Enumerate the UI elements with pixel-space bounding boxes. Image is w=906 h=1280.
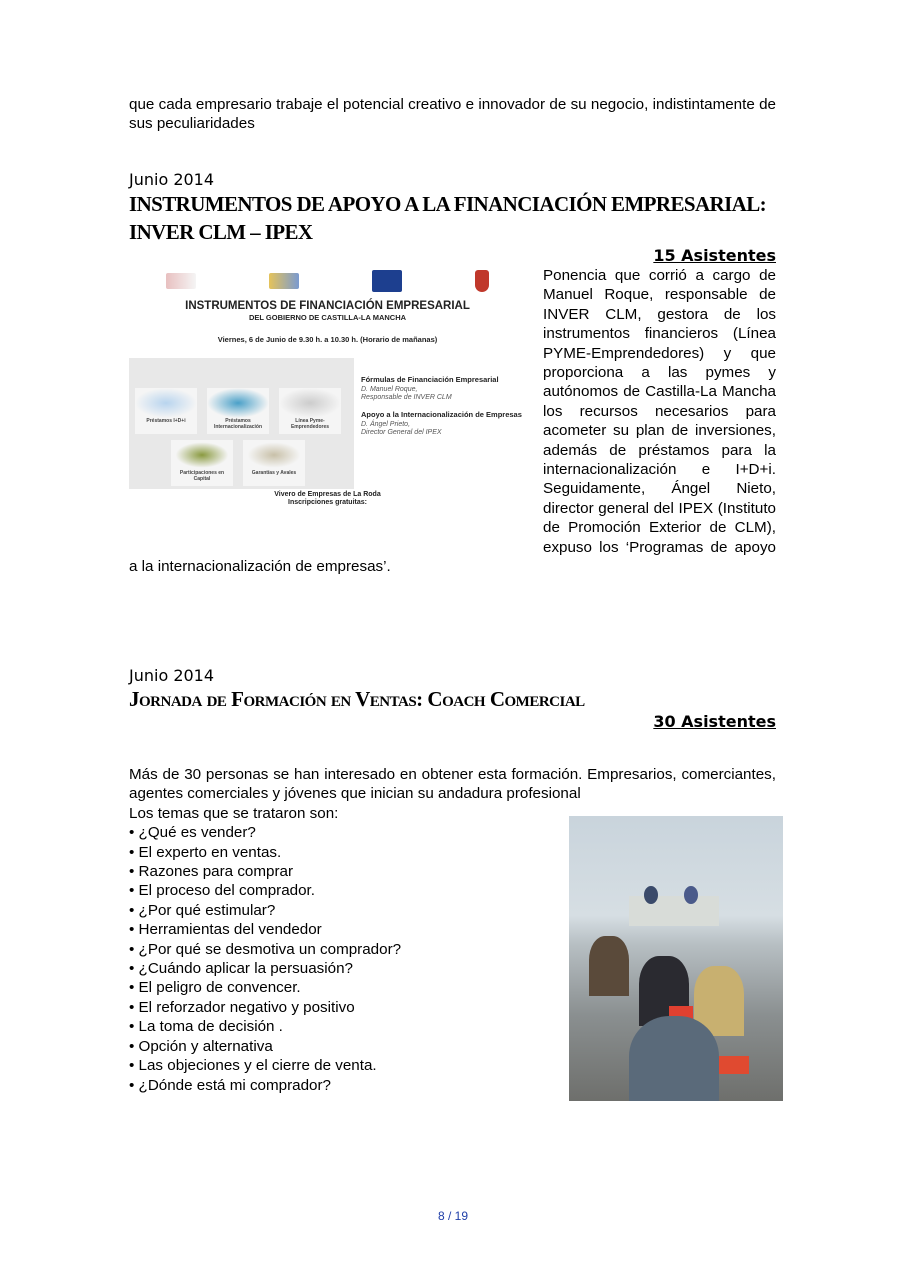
section-title-line2: INVER CLM – IPEX <box>129 220 313 244</box>
list-item: • El experto en ventas. <box>129 843 282 861</box>
list-item: • Las objeciones y el cierre de venta. <box>129 1057 377 1075</box>
list-item: • ¿Qué es vender? <box>129 824 256 842</box>
event-flyer-image <box>129 266 526 548</box>
flyer-tile: Línea Pyme-Emprendedores <box>279 388 341 434</box>
jccm-logo <box>372 270 402 292</box>
list-item: • Razones para comprar <box>129 863 294 881</box>
list-item: • ¿Por qué se desmotiva un comprador? <box>129 940 402 958</box>
section-body: Más de 30 personas se han interesado en obtener esta formación. Empresarios, comerciantes, agentes comerciales y jóvenes que inician su andadura profesional <box>129 766 776 803</box>
flyer-title: INSTRUMENTOS DE FINANCIACIÓN EMPRESARIAL <box>185 300 470 312</box>
topics-intro: Los temas que se trataron son: <box>129 804 339 822</box>
intro-paragraph: que cada empresario trabaje el potencial creativo e innovador de su negocio, indistintamente de sus peculiaridades <box>129 96 776 133</box>
coat-of-arms-icon <box>475 270 489 292</box>
list-item: • La toma de decisión . <box>129 1018 283 1036</box>
list-item: • El peligro de convencer. <box>129 979 301 997</box>
section-date: Junio 2014 <box>129 666 215 685</box>
page-number: 8 / 19 <box>437 1209 469 1223</box>
flyer-schedule: Viernes, 6 de Junio de 9.30 h. a 10.30 h. (Horario de mañanas) <box>217 335 438 344</box>
section-financiacion <box>129 170 776 577</box>
list-item: • ¿Dónde está mi comprador? <box>129 1076 331 1094</box>
flyer-tile: Garantías y Avales <box>243 440 305 486</box>
attendees-count: 30 Asistentes <box>653 712 776 731</box>
list-item: • El proceso del comprador. <box>129 882 315 900</box>
flyer-talks: Fórmulas de Financiación Empresarial D. Manuel Roque, Responsable de INVER CLM Apoyo a la Internacionalización de Empresas D. Ángel Prieto, Director General del IPEX <box>361 375 522 436</box>
list-item: • El reforzador negativo y positivo <box>129 998 355 1016</box>
list-item: • ¿Por qué estimular? <box>129 901 276 919</box>
flyer-subtitle: DEL GOBIERNO DE CASTILLA-LA MANCHA <box>248 313 407 322</box>
list-item: • ¿Cuándo aplicar la persuasión? <box>129 960 353 978</box>
section-date: Junio 2014 <box>129 170 215 189</box>
flyer-venue: Vivero de Empresas de La Roda Inscripciones gratuitas: <box>274 491 381 506</box>
section-title: INSTRUMENTOS DE APOYO A LA FINANCIACIÓN EMPRESARIAL: <box>129 192 767 216</box>
list-item: • Herramientas del vendedor <box>129 921 322 939</box>
flyer-tile: Préstamos I+D+i <box>135 388 197 434</box>
training-session-photo <box>569 816 783 1101</box>
attendees-count: 15 Asistentes <box>653 246 776 265</box>
flyer-tile: Préstamos Internacionalización <box>207 388 269 434</box>
section-title: Jornada de Formación en Ventas: Coach Comercial <box>129 687 585 711</box>
inver-clm-logo <box>269 273 299 289</box>
flyer-tile: Participaciones en Capital <box>171 440 233 486</box>
flyer-products-panel <box>129 358 354 489</box>
section-body: Ponencia que corrió a cargo de Manuel Roque, responsable de INVER CLM, gestora de los instrumentos financieros (Línea PYME-Emprendedores) y que proporciona a las pymes y autónomos de Castilla-La Mancha los recursos necesarios para acometer su plan de inversiones, además de préstamos para la internacionalización e I+D+i. Seguidamente, Ángel Nieto, director general del IPEX (Instituto de Promoción Exterior de CLM), expuso los ‘Programas de apoyo a la internacionalización de empresas’. <box>129 267 776 576</box>
list-item: • Opción y alternativa <box>129 1037 273 1055</box>
ipex-logo <box>166 273 196 289</box>
